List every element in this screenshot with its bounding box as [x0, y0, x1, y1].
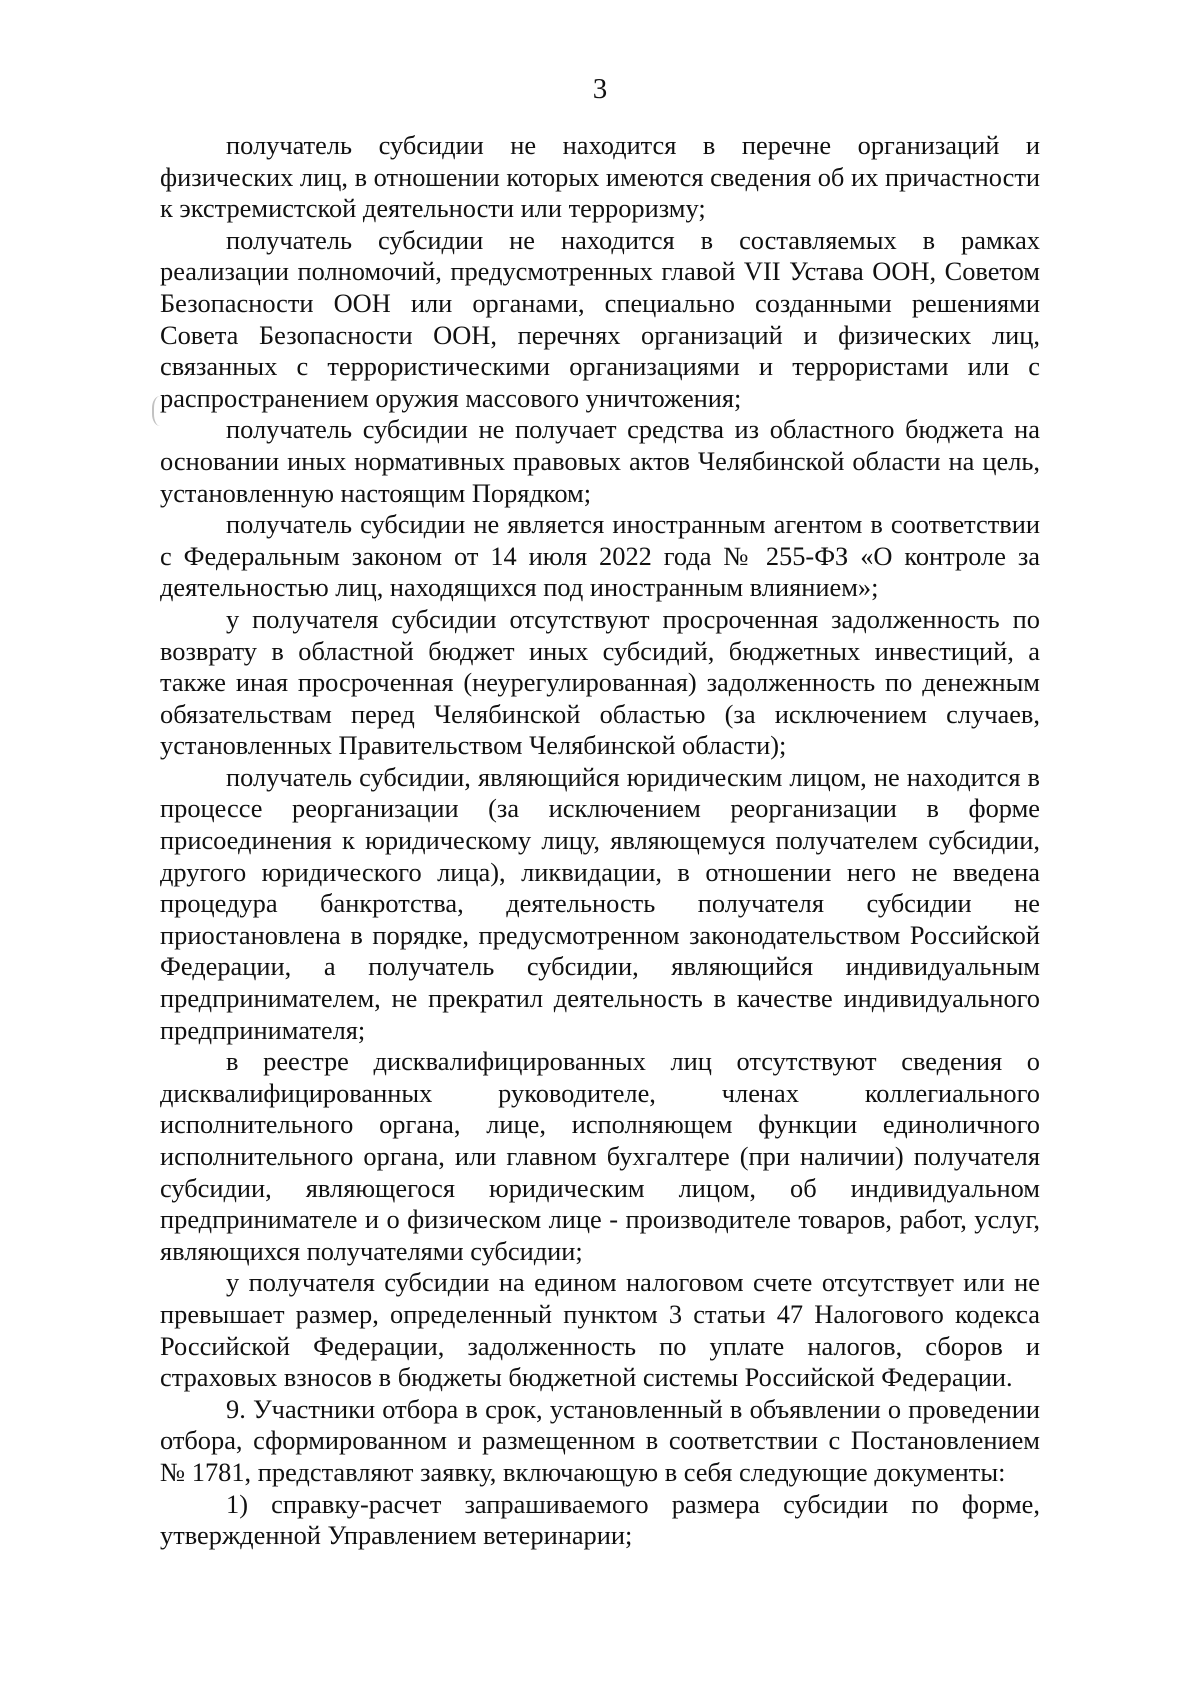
page-number: 3: [592, 73, 608, 105]
paragraph-subitem-1: 1) справку-расчет запрашиваемого размера субсидии по форме, утвержденной Управлением ветеринарии;: [160, 1488, 1040, 1551]
document-body: [160, 130, 1040, 1552]
paragraph-budget-funds: получатель субсидии не получает средства из областного бюджета на основании иных нормативных правовых актов Челябинской области на цель, установленную настоящим Порядком;: [160, 414, 1040, 508]
paragraph-foreign-agent: получатель субсидии не является иностранным агентом в соответствии с Федеральным законом от 14 июля 2022 года № 255-ФЗ «О контроле за деятельностью лиц, находящихся под иностранным влиянием»;: [160, 509, 1040, 603]
paragraph-reorganization: получатель субсидии, являющийся юридическим лицом, не находится в процессе реорганизации (за исключением реорганизации в форме присоединения к юридическому лицу, являющемуся получателем субсидии, другого юридического лица), ликвидации, в отношении него не введена процедура банкротства, деятельность получателя субсидии не приостановлена в порядке, предусмотренном законодательством Российской Федерации, а получатель субсидии, являющийся индивидуальным предпринимателем, не прекратил деятельность в качестве индивидуального предпринимателя;: [160, 761, 1040, 1045]
paragraph-overdue-debt: у получателя субсидии отсутствуют просроченная задолженность по возврату в областной бюджет иных субсидий, бюджетных инвестиций, а также иная просроченная (неурегулированная) задолженность по денежным обязательствам перед Челябинской областью (за исключением случаев, установленных Правительством Челябинской области);: [160, 603, 1040, 761]
paragraph-extremism: получатель субсидии не находится в перечне организаций и физических лиц, в отношении которых имеются сведения об их причастности к экстремистской деятельности или терроризму;: [160, 130, 1040, 224]
paragraph-item-9: 9. Участники отбора в срок, установленный в объявлении о проведении отбора, сформированном и размещенном в соответствии с Постановлением № 1781, представляют заявку, включающую в себя следующие документы:: [160, 1393, 1040, 1487]
paragraph-un-lists: получатель субсидии не находится в составляемых в рамках реализации полномочий, предусмотренных главой VII Устава ООН, Советом Безопасности ООН или органами, специально созданными решениями Совета Безопасности ООН, перечнях организаций и физических лиц, связанных с террористическими организациями и террористами или с распространением оружия массового уничтожения;: [160, 224, 1040, 413]
paragraph-tax-account: у получателя субсидии на едином налоговом счете отсутствует или не превышает размер, определенный пунктом 3 статьи 47 Налогового кодекса Российской Федерации, задолженность по уплате налогов, сборов и страховых взносов в бюджеты бюджетной системы Российской Федерации.: [160, 1267, 1040, 1393]
paragraph-disqualified-persons: в реестре дисквалифицированных лиц отсутствуют сведения о дисквалифицированных руководителе, членах коллегиального исполнительного органа, лице, исполняющем функции единоличного исполнительного органа, или главном бухгалтере (при наличии) получателя субсидии, являющегося юридическим лицом, об индивидуальном предпринимателе и о физическом лице - производителе товаров, работ, услуг, являющихся получателями субсидии;: [160, 1046, 1040, 1266]
